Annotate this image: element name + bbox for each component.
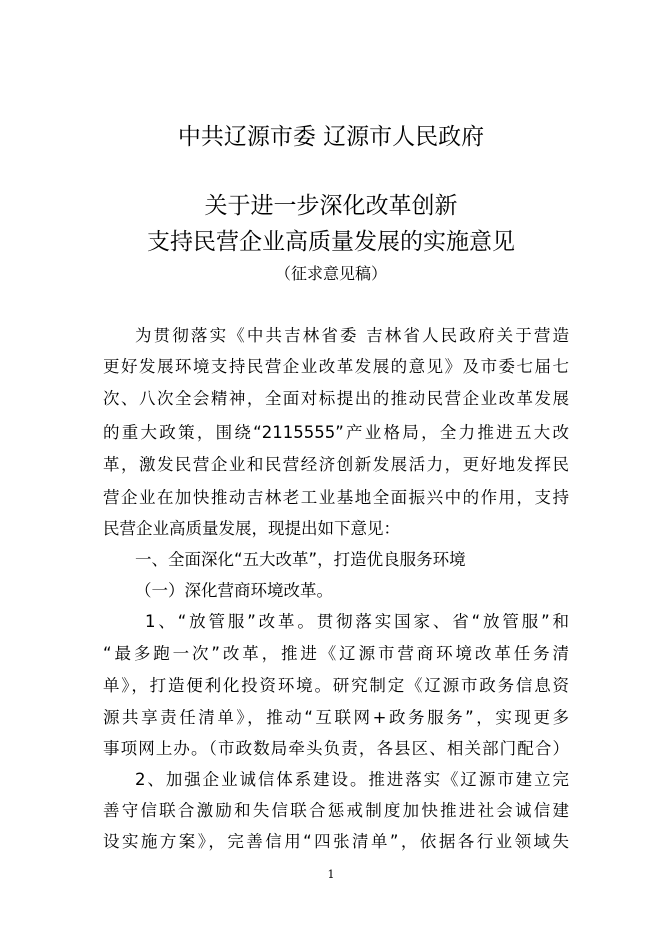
page-number: 1 [327,868,335,881]
title-issuer: 中共辽源市委 辽源市人民政府 [177,124,485,150]
item-1-line: 事项网上办。（市政数局牵头负责，各县区、相关部门配合） [103,739,569,758]
intro-line: 的重大政策，围绕“2115555”产业格局，全力推进五大改 [103,423,569,442]
intro-line: 次、八次全会精神，全面对标提出的推动民营企业改革发展 [103,389,569,408]
item-2-line: 2、加强企业诚信体系建设。推进落实《辽源市建立完 [135,770,569,789]
item-2-line: 设实施方案》，完善信用“四张清单”，依据各行业领域失 [103,832,569,851]
title-line-2: 支持民营企业高质量发展的实施意见 [147,229,515,255]
item-1-line: 1、“放管服”改革。贯彻落实国家、省“放管服”和 [145,612,569,631]
item-1-line: 源共享责任清单》，推动“互联网+政务服务”，实现更多 [103,708,569,727]
intro-line: 营企业在加快推动吉林老工业基地全面振兴中的作用，支持 [103,488,569,507]
item-1-line: “最多跑一次”改革，推进《辽源市营商环境改革任务清 [103,644,569,663]
item-1-line: 单》，打造便利化投资环境。研究制定《辽源市政务信息资 [103,676,569,695]
section-1-heading: 一、全面深化“五大改革”，打造优良服务环境 [135,550,466,569]
subsection-1-heading: （一）深化营商环境改革。 [135,581,333,600]
item-2-line: 善守信联合激励和失信联合惩戒制度加快推进社会诚信建 [103,801,569,820]
draft-subtitle: （征求意见稿） [274,264,387,283]
intro-line: 革，激发民营企业和民营经济创新发展活力，更好地发挥民 [103,455,569,474]
title-line-1: 关于进一步深化改革创新 [204,193,458,219]
intro-line: 更好发展环境支持民营企业改革发展的意见》及市委七届七 [103,357,569,376]
intro-line: 民营企业高质量发展，现提出如下意见： [103,519,400,538]
intro-line: 为贯彻落实《中共吉林省委 吉林省人民政府关于营造 [135,326,569,345]
